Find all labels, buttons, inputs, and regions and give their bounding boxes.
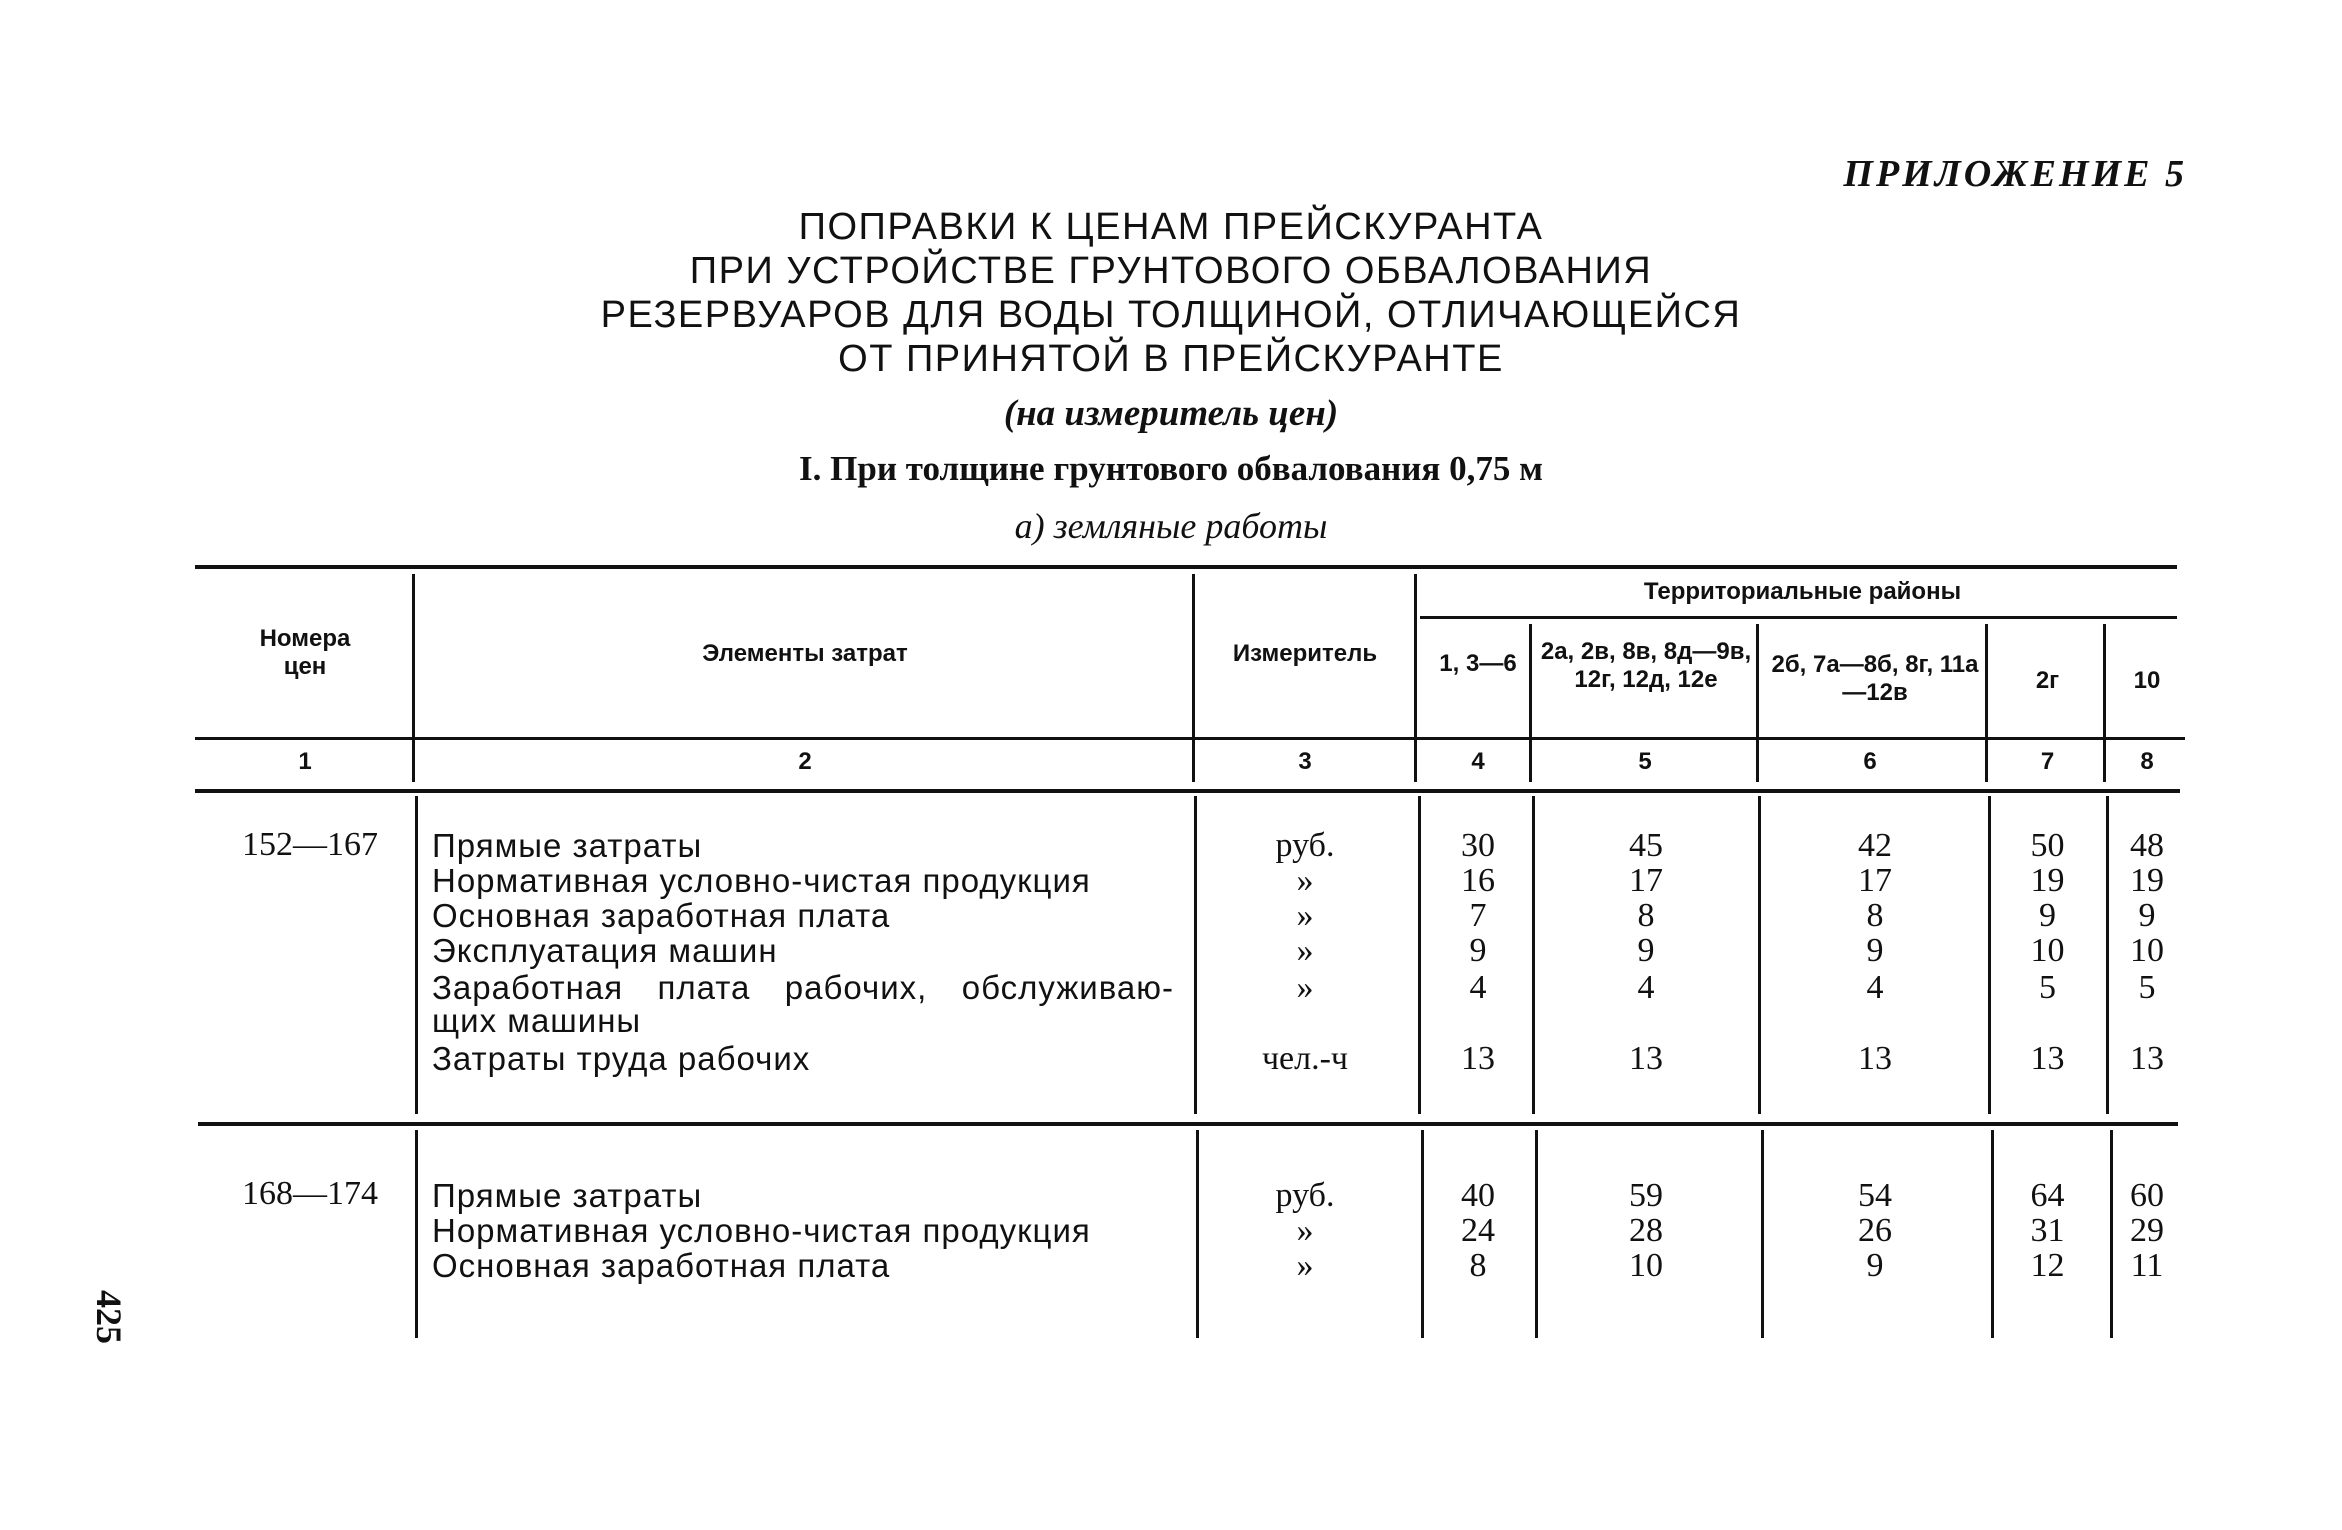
- header-regions: Территориальные районы: [1643, 578, 1962, 605]
- value-cell: 9: [1866, 1247, 1884, 1284]
- header-cost-elements: Элементы затрат: [702, 640, 908, 667]
- value-cell: 10: [1629, 1247, 1663, 1284]
- value-cell: 10: [2130, 932, 2164, 969]
- column-number: 4: [1471, 748, 1485, 775]
- value-cell: 30: [1461, 827, 1495, 864]
- cost-element: Нормативная условно-чистая продукция: [432, 862, 1091, 899]
- value-cell: 11: [2130, 1247, 2164, 1284]
- value-cell: 12: [2030, 1247, 2065, 1284]
- cost-element: Нормативная условно-чистая продукция: [432, 1212, 1091, 1249]
- value-cell: 31: [2030, 1212, 2065, 1249]
- value-cell: 13: [2130, 1040, 2164, 1077]
- appendix-label: ПРИЛОЖЕНИЕ 5: [1843, 153, 2187, 195]
- value-cell: 8: [1637, 897, 1655, 934]
- unit-cell: »: [1296, 1212, 1314, 1249]
- column-divider: [1418, 796, 1421, 1114]
- value-cell: 54: [1858, 1177, 1892, 1214]
- value-cell: 45: [1629, 827, 1663, 864]
- price-range: 152—167: [242, 826, 378, 863]
- column-divider: [1756, 624, 1759, 782]
- value-cell: 9: [1469, 932, 1487, 969]
- column-divider: [1192, 574, 1195, 782]
- column-divider: [412, 574, 415, 782]
- column-divider: [1194, 796, 1197, 1114]
- value-cell: 4: [1866, 969, 1884, 1006]
- value-cell: 5: [2138, 969, 2156, 1006]
- column-divider: [1532, 796, 1535, 1114]
- value-cell: 13: [1461, 1040, 1495, 1077]
- value-cell: 19: [2030, 862, 2065, 899]
- column-divider: [1985, 624, 1988, 782]
- column-divider: [1414, 574, 1417, 782]
- title-line: ОТ ПРИНЯТОЙ В ПРЕЙСКУРАНТЕ: [838, 338, 1504, 380]
- value-cell: 7: [1469, 897, 1487, 934]
- value-cell: 16: [1461, 862, 1495, 899]
- value-cell: 4: [1637, 969, 1655, 1006]
- price-range: 168—174: [242, 1175, 378, 1212]
- cost-element: Затраты труда рабочих: [432, 1040, 811, 1077]
- header-region-col-7: 2г: [2035, 667, 2060, 694]
- subtitle: (на измеритель цен): [1003, 393, 1339, 434]
- column-number: 1: [298, 748, 312, 775]
- unit-cell: »: [1296, 862, 1314, 899]
- column-divider: [415, 796, 418, 1114]
- section-heading: I. При толщине грунтового обвалования 0,75 м: [799, 449, 1543, 488]
- title-line: ПРИ УСТРОЙСТВЕ ГРУНТОВОГО ОБВАЛОВАНИЯ: [689, 250, 1653, 292]
- value-cell: 19: [2130, 862, 2164, 899]
- header-bottom-rule: [195, 737, 2185, 740]
- unit-cell: »: [1296, 969, 1314, 1006]
- value-cell: 29: [2130, 1212, 2164, 1249]
- value-cell: 9: [2138, 897, 2156, 934]
- value-cell: 17: [1858, 862, 1892, 899]
- page-number: 425: [89, 1290, 129, 1344]
- regions-rule: [1420, 616, 2177, 619]
- cost-element: Прямые затраты: [432, 1177, 703, 1214]
- header-region-col-5: 2а, 2в, 8в, 8д—9в, 12г, 12д, 12е: [1540, 638, 1752, 693]
- value-cell: 10: [2030, 932, 2065, 969]
- header-unit: Измеритель: [1232, 640, 1378, 667]
- cost-element-continuation: щих машины: [432, 1002, 642, 1039]
- unit-cell: руб.: [1275, 1177, 1335, 1214]
- column-divider: [1761, 1130, 1764, 1338]
- subsection-heading: а) земляные работы: [1014, 506, 1328, 546]
- value-cell: 26: [1858, 1212, 1892, 1249]
- value-cell: 13: [1858, 1040, 1892, 1077]
- column-divider: [1758, 796, 1761, 1114]
- column-number: 7: [2040, 748, 2055, 775]
- value-cell: 28: [1629, 1212, 1663, 1249]
- header-price-numbers: Номера цен: [259, 625, 351, 680]
- cost-element: Эксплуатация машин: [432, 932, 778, 969]
- column-number: 2: [798, 748, 812, 775]
- value-cell: 64: [2030, 1177, 2065, 1214]
- column-divider: [2106, 796, 2109, 1114]
- unit-cell: »: [1296, 1247, 1314, 1284]
- column-number: 6: [1863, 748, 1877, 775]
- unit-cell: чел.-ч: [1261, 1040, 1349, 1077]
- title-line: ПОПРАВКИ К ЦЕНАМ ПРЕЙСКУРАНТА: [798, 206, 1544, 248]
- value-cell: 40: [1461, 1177, 1495, 1214]
- unit-cell: »: [1296, 932, 1314, 969]
- header-region-col-8: 10: [2133, 667, 2161, 694]
- header-region-col-4: 1, 3—6: [1439, 650, 1517, 677]
- column-divider: [1988, 796, 1991, 1114]
- column-divider: [1529, 624, 1532, 782]
- column-divider: [1196, 1130, 1199, 1338]
- column-divider: [415, 1130, 418, 1338]
- cost-element: Основная заработная плата: [432, 897, 891, 934]
- column-divider: [1991, 1130, 1994, 1338]
- value-cell: 9: [1637, 932, 1655, 969]
- column-divider: [2103, 624, 2106, 782]
- cost-element: Заработная плата рабочих, обслуживаю-: [432, 969, 1174, 1006]
- value-cell: 60: [2130, 1177, 2164, 1214]
- value-cell: 13: [2030, 1040, 2065, 1077]
- value-cell: 8: [1469, 1247, 1487, 1284]
- value-cell: 59: [1629, 1177, 1663, 1214]
- table-top-rule: [195, 565, 2177, 569]
- column-divider: [1421, 1130, 1424, 1338]
- cost-element: Основная заработная плата: [432, 1247, 891, 1284]
- column-number: 8: [2140, 748, 2154, 775]
- value-cell: 5: [2039, 969, 2056, 1006]
- document-title: [0, 205, 2342, 381]
- column-numbers-rule: [195, 789, 2180, 793]
- unit-cell: руб.: [1275, 827, 1335, 864]
- value-cell: 24: [1461, 1212, 1495, 1249]
- value-cell: 48: [2130, 827, 2164, 864]
- value-cell: 4: [1469, 969, 1487, 1006]
- column-number: 3: [1298, 748, 1312, 775]
- value-cell: 42: [1858, 827, 1892, 864]
- group-separator-rule: [198, 1122, 2178, 1126]
- title-line: РЕЗЕРВУАРОВ ДЛЯ ВОДЫ ТОЛЩИНОЙ, ОТЛИЧАЮЩЕЙСЯ: [600, 294, 1742, 336]
- header-region-col-6: 2б, 7а—8б, 8г, 11а—12в: [1771, 651, 1979, 706]
- value-cell: 8: [1866, 897, 1884, 934]
- value-cell: 9: [1866, 932, 1884, 969]
- value-cell: 17: [1629, 862, 1663, 899]
- unit-cell: »: [1296, 897, 1314, 934]
- cost-element: Прямые затраты: [432, 827, 703, 864]
- value-cell: 13: [1629, 1040, 1663, 1077]
- value-cell: 9: [2039, 897, 2056, 934]
- column-number: 5: [1638, 748, 1652, 775]
- column-divider: [1535, 1130, 1538, 1338]
- value-cell: 50: [2030, 827, 2065, 864]
